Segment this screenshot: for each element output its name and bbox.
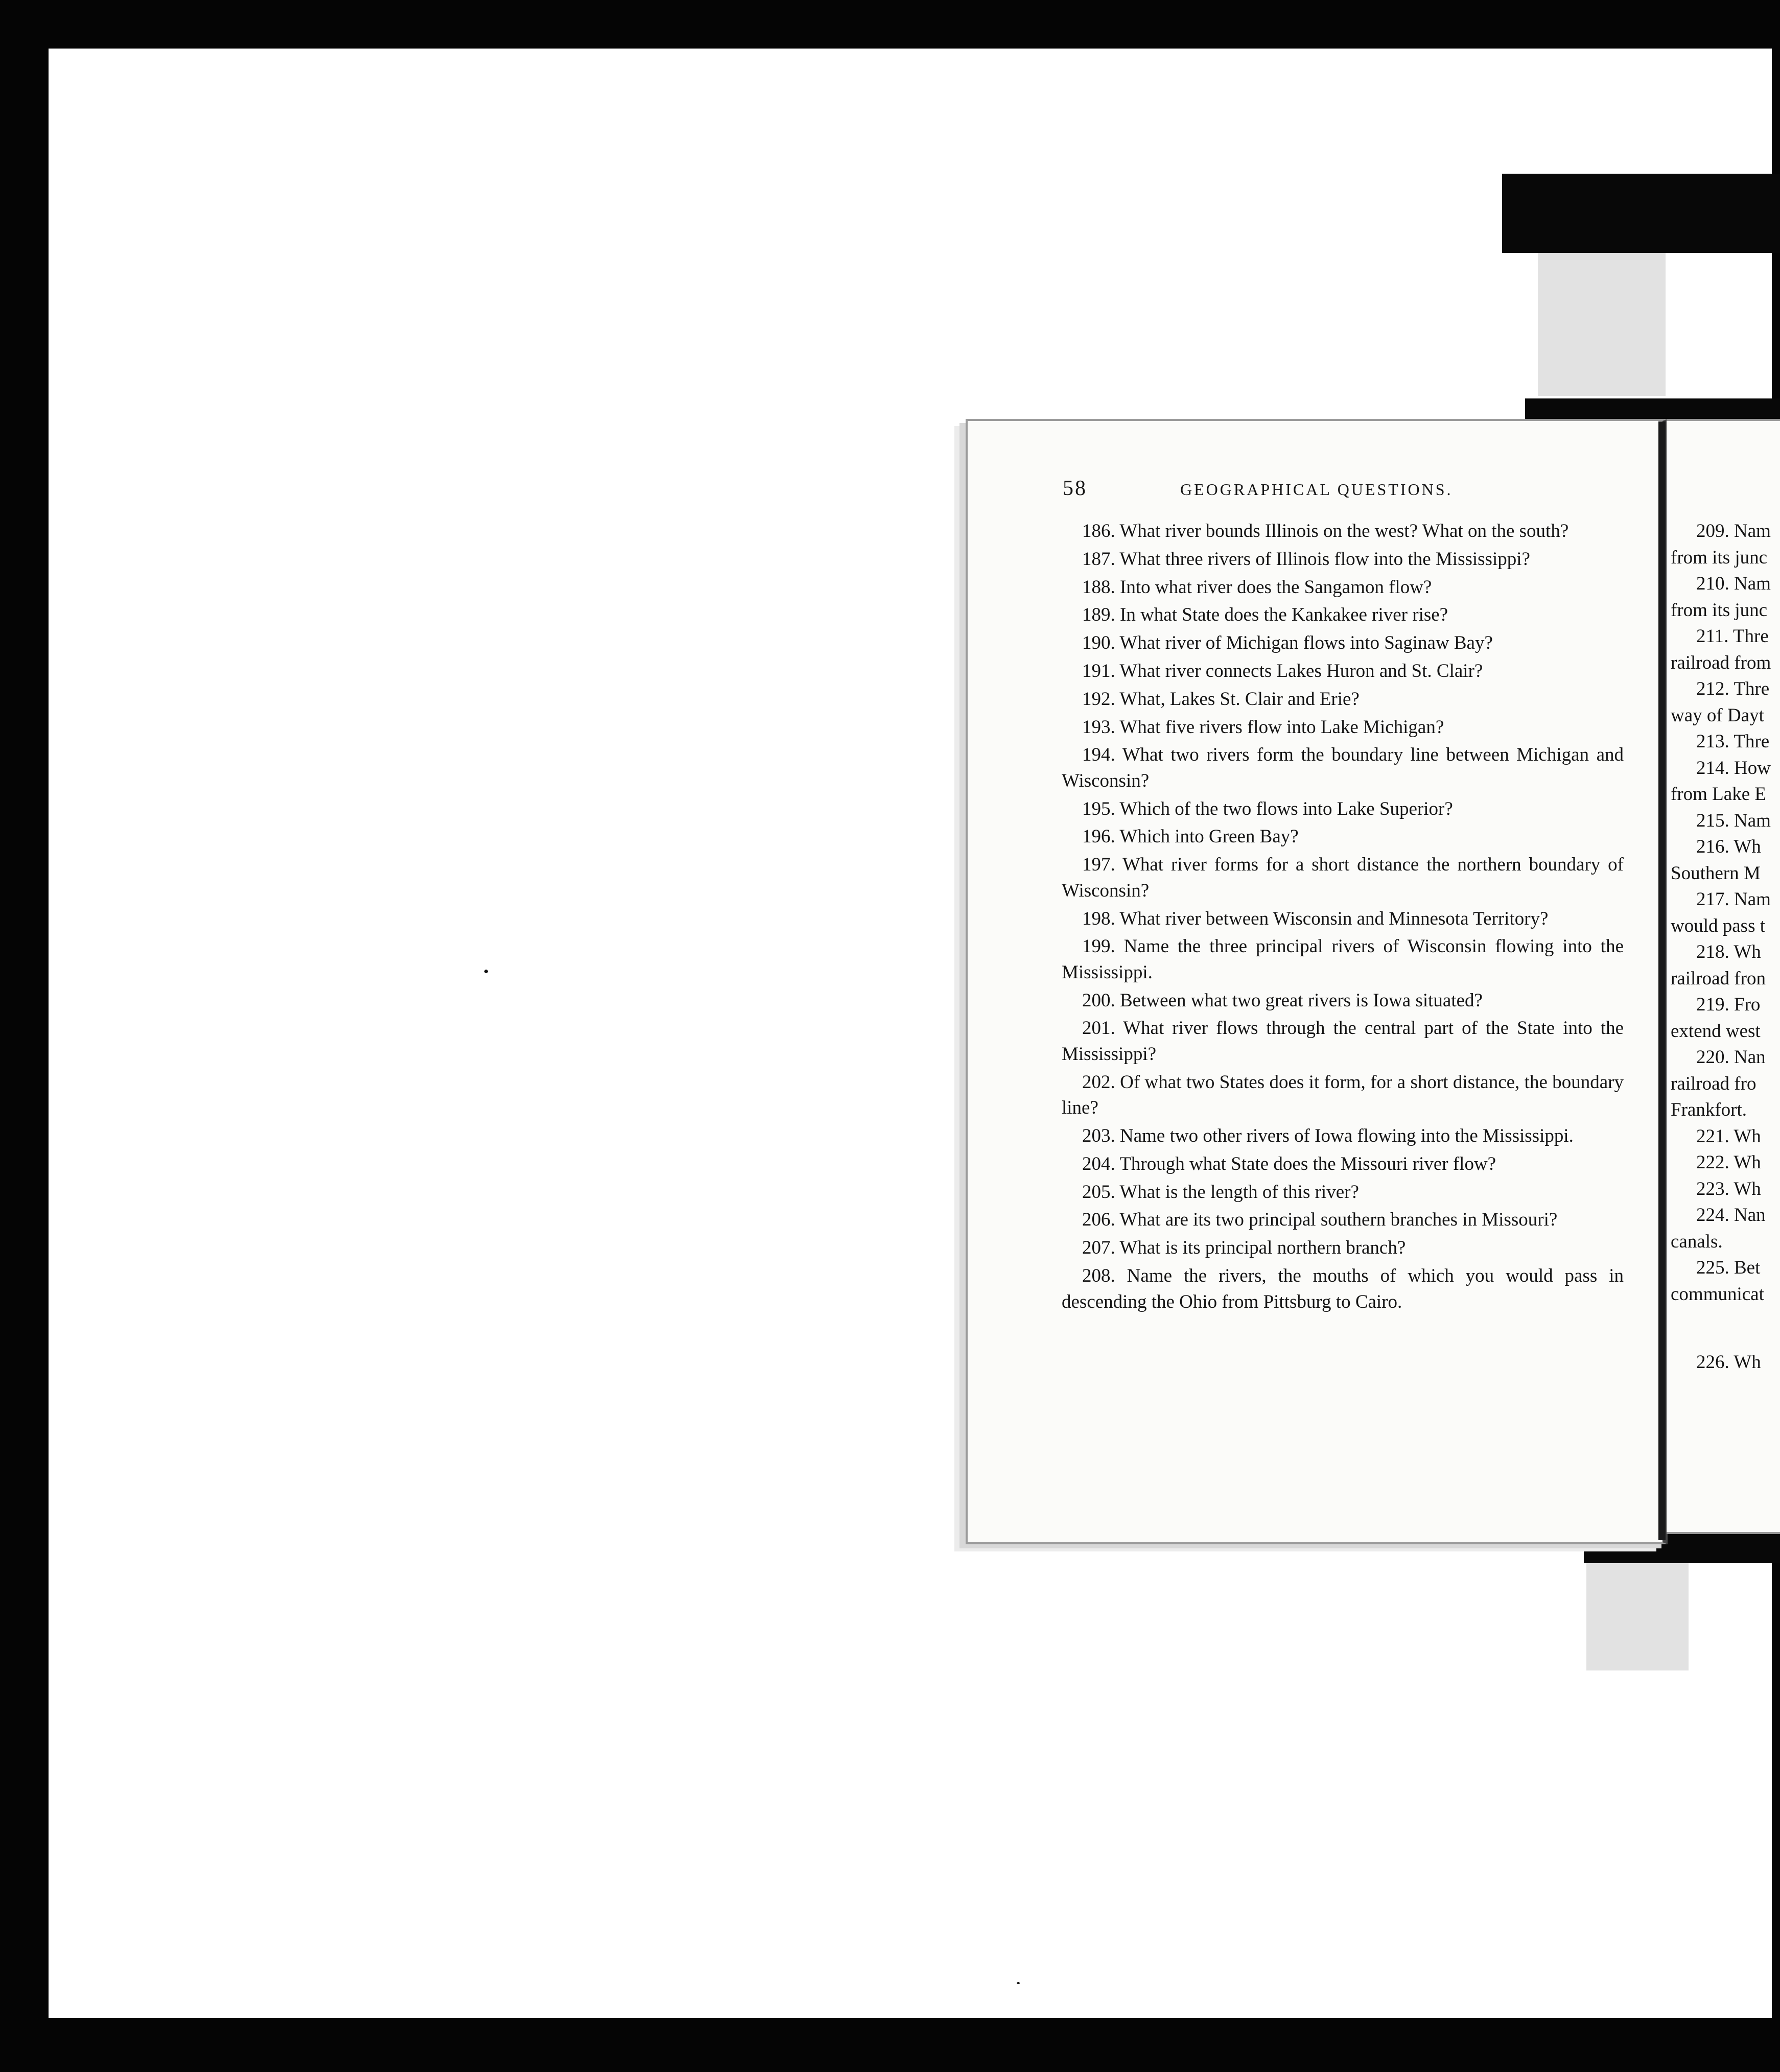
question-202: 202. Of what two States does it form, for a short distance, the boundary line? [1062,1071,1624,1119]
right-line: railroad fron [1671,968,1766,989]
question-198: 198. What river between Wisconsin and Minnesota Territory? [1082,908,1549,929]
question-207: 207. What is its principal northern branch? [1082,1237,1406,1259]
question-194: 194. What two rivers form the boundary line between Michigan and Wisconsin? [1062,744,1624,791]
clamp-top-lower [1525,398,1780,421]
right-line: 223. Wh [1696,1178,1761,1199]
right-line: 218. Wh [1696,941,1761,962]
right-line: Frankfort. [1671,1099,1747,1120]
question-203: 203. Name two other rivers of Iowa flowing into the Mississippi. [1082,1125,1574,1147]
right-line: 214. How [1696,757,1771,779]
right-line: railroad from [1671,652,1771,673]
book-gutter [1658,421,1666,1540]
question-186: 186. What river bounds Illinois on the west? What on the south? [1082,521,1569,541]
question-195: 195. Which of the two flows into Lake Superior? [1082,798,1453,819]
question-187: 187. What three rivers of Illinois flow into the Mississippi? [1082,548,1530,570]
right-line: railroad fro [1671,1073,1756,1094]
right-line: 219. Fro [1696,994,1761,1015]
running-head: GEOGRAPHICAL QUESTIONS. [1180,480,1453,499]
questions-column [1062,519,1624,1317]
question-200: 200. Between what two great rivers is Iowa situated? [1082,990,1483,1011]
clamp-top-shadow [1538,253,1666,396]
right-line: canals. [1671,1231,1723,1252]
right-line: 210. Nam [1696,573,1771,594]
page-number: 58 [1063,477,1087,500]
film-speck [484,970,488,973]
question-206: 206. What are its two principal southern branches in Missouri? [1082,1209,1558,1231]
right-line: 222. Wh [1696,1152,1761,1173]
right-line: 215. Nam [1696,810,1771,831]
question-196: 196. Which into Green Bay? [1082,826,1299,847]
question-191: 191. What river connects Lakes Huron and St. Clair? [1082,660,1483,681]
right-line: 209. Nam [1696,521,1771,541]
frame-top-bar [0,0,1780,49]
right-line: from its junc [1671,547,1768,568]
page-header [1063,476,1625,507]
right-line: Southern M [1671,862,1761,884]
right-line: would pass t [1671,915,1765,936]
right-line: way of Dayt [1671,704,1764,726]
film-speck [1017,1982,1020,1984]
right-line: from its junc [1671,599,1768,621]
right-line: 224. Nan [1696,1205,1766,1226]
right-line: extend west [1671,1020,1761,1042]
question-190: 190. What river of Michigan flows into Saginaw Bay? [1082,632,1493,654]
right-line: 226. Wh [1696,1351,1761,1373]
question-205: 205. What is the length of this river? [1082,1181,1359,1203]
question-192: 192. What, Lakes St. Clair and Erie? [1082,688,1360,710]
right-line: 220. Nan [1696,1047,1766,1068]
question-197: 197. What river forms for a short distance the northern boundary of Wisconsin? [1062,854,1624,901]
clamp-top [1502,174,1780,253]
right-page-text [1671,518,1780,1375]
right-line: 213. Thre [1696,731,1770,752]
right-line: 216. Wh [1696,836,1761,857]
right-line: from Lake E [1671,784,1766,805]
right-line: 217. Nam [1696,889,1771,910]
question-201: 201. What river flows through the central part of the State into the Mississippi? [1062,1018,1624,1065]
question-189: 189. In what State does the Kankakee river rise? [1082,604,1448,626]
question-199: 199. Name the three principal rivers of Wisconsin flowing into the Mississippi. [1062,936,1624,983]
question-204: 204. Through what State does the Missouri river flow? [1082,1153,1496,1174]
right-line: 211. Thre [1696,626,1769,647]
right-line [1671,1307,1780,1334]
clamp-bottom-shadow [1586,1563,1689,1670]
right-line: 221. Wh [1696,1125,1761,1147]
frame-bottom-bar [0,2018,1780,2072]
right-line: 225. Bet [1696,1257,1761,1278]
question-193: 193. What five rivers flow into Lake Michigan? [1082,716,1444,738]
right-line: communicat [1671,1283,1764,1305]
frame-left-bar [0,0,49,2072]
right-page [1667,419,1780,1534]
question-208: 208. Name the rivers, the mouths of which you would pass in descending the Ohio from Pittsburg to Cairo. [1062,1265,1624,1312]
right-line: 212. Thre [1696,678,1770,699]
question-188: 188. Into what river does the Sangamon flow? [1082,576,1432,598]
